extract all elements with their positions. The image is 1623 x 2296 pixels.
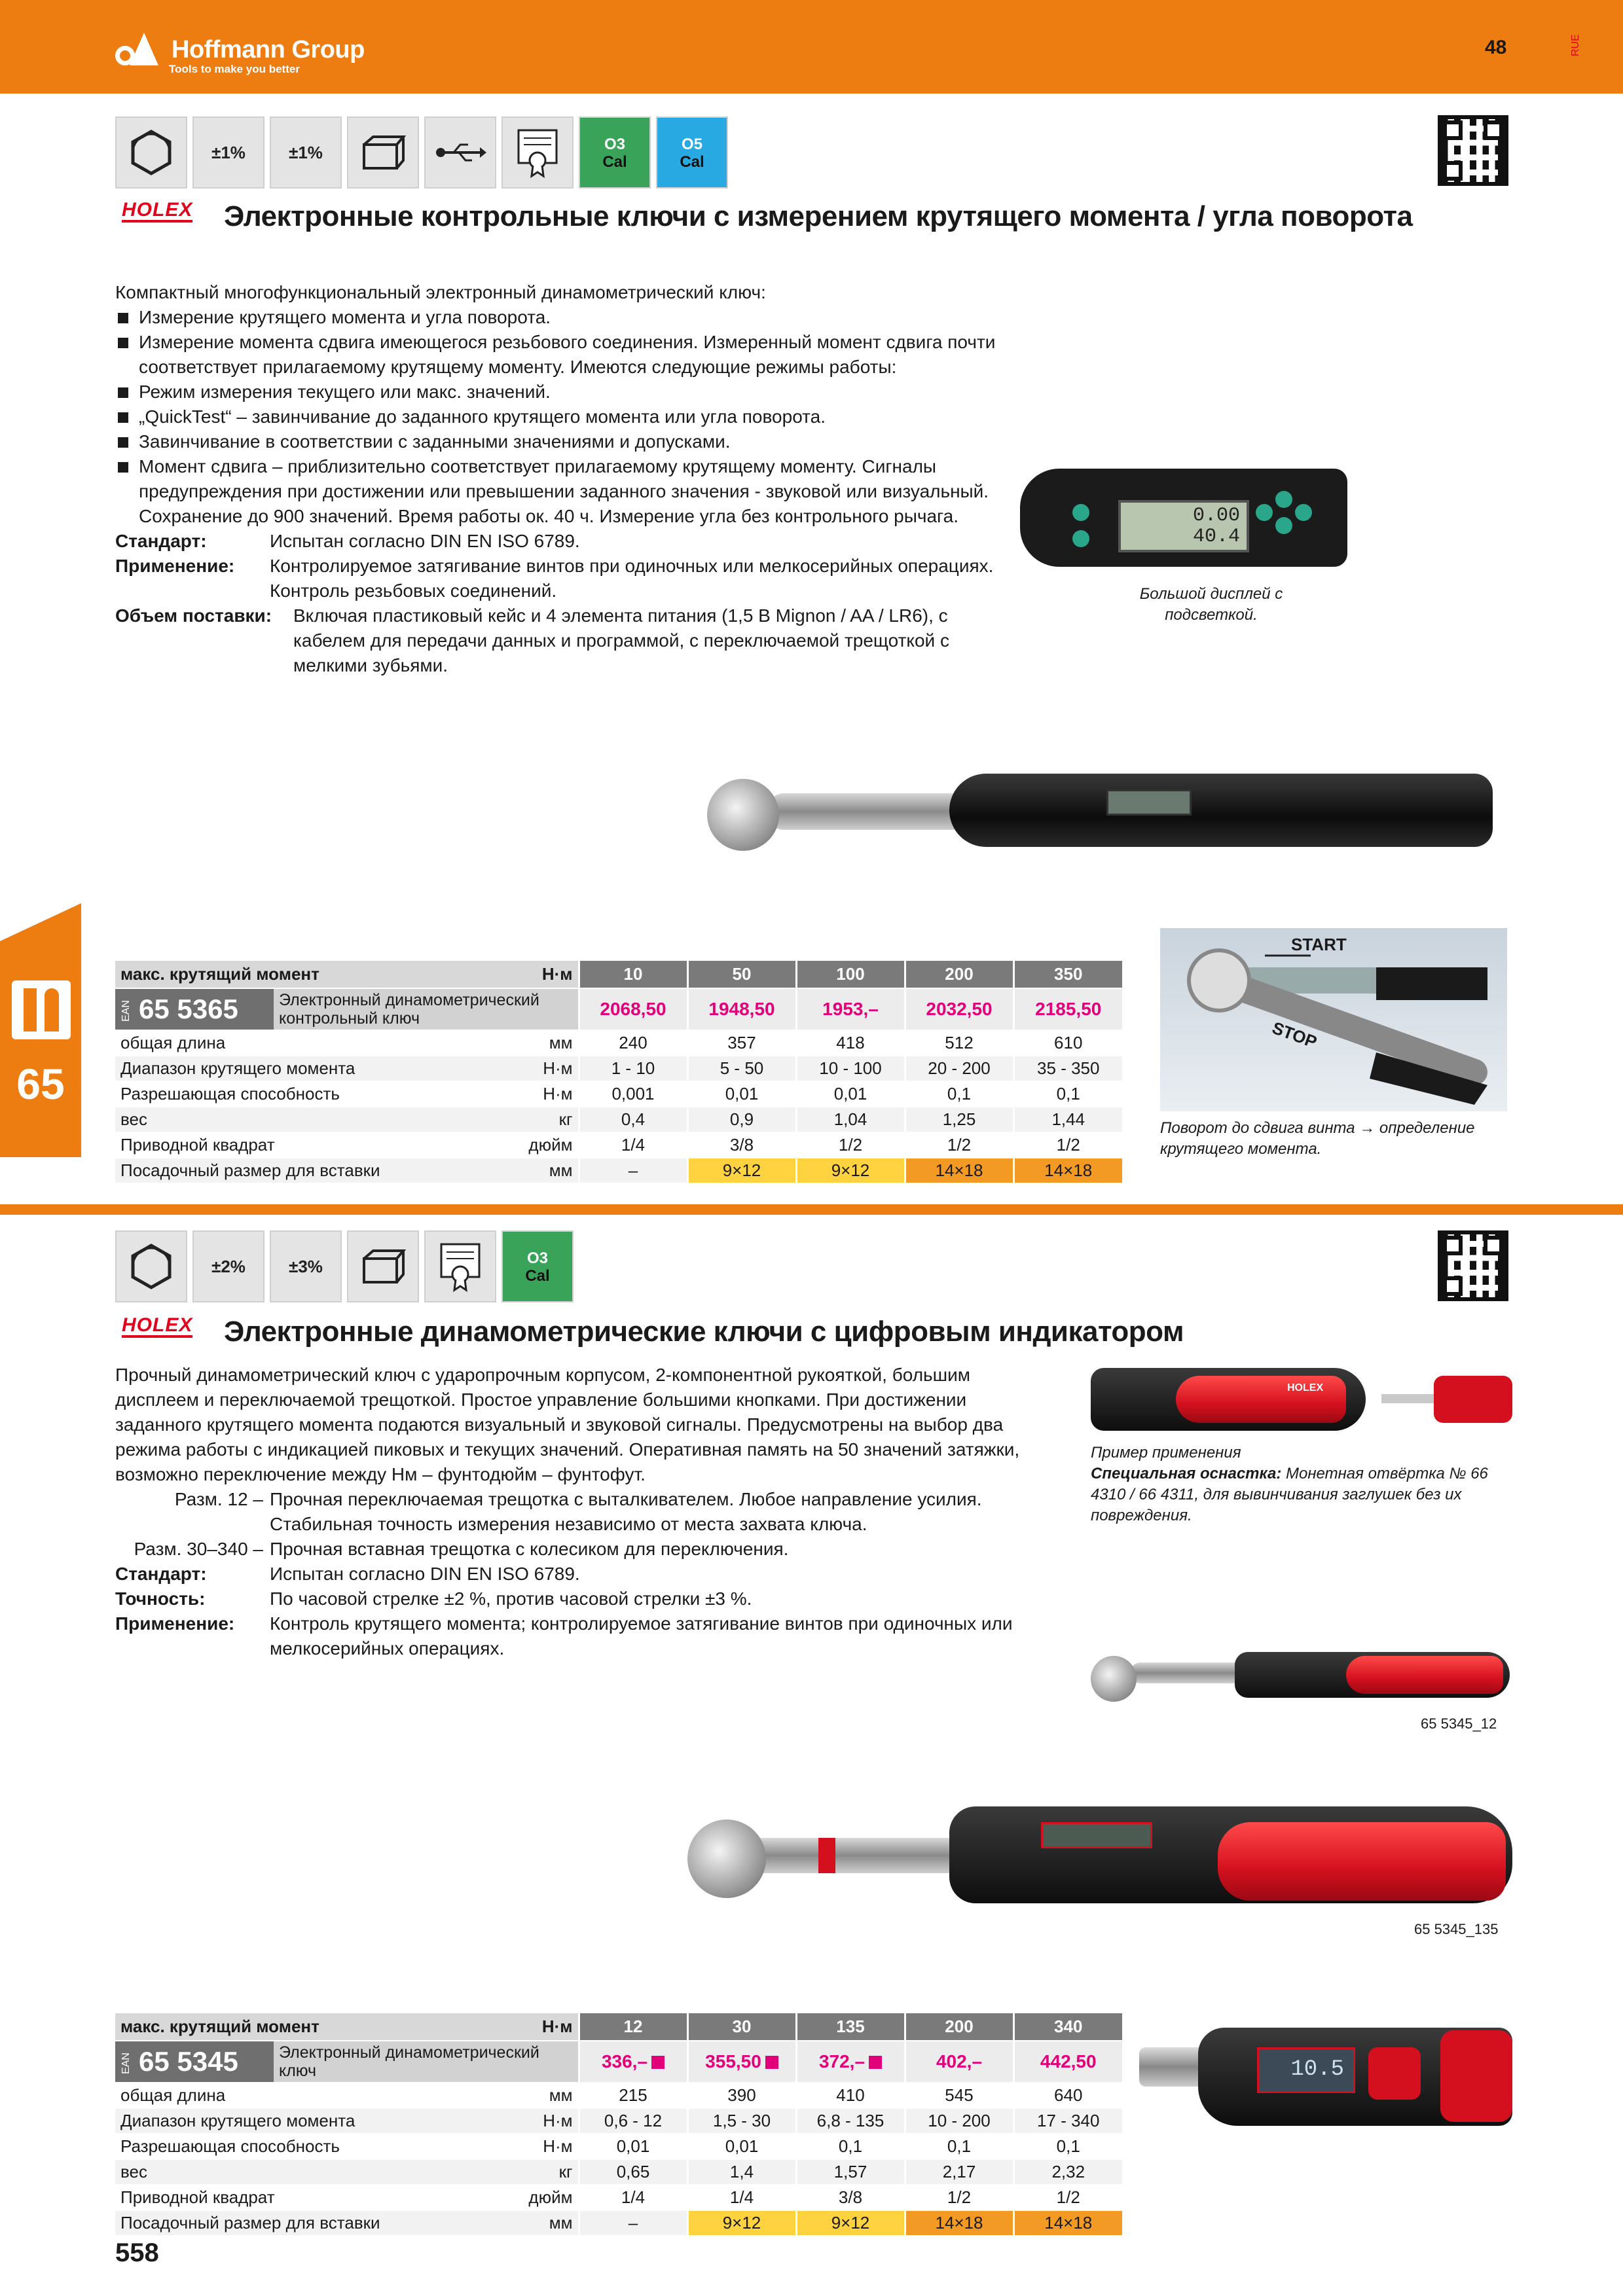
- application-value: Контролируемое затягивание винтов при одиночных или мелкосерийных операциях. Контроль резьбовых соединений.: [270, 556, 994, 601]
- header-label: макс. крутящий момент: [115, 2013, 477, 2041]
- tagline: Tools to make you better: [169, 63, 300, 75]
- product-code[interactable]: [115, 988, 274, 1030]
- display-button: [1275, 491, 1292, 508]
- row-value: 0,1: [905, 1081, 1013, 1107]
- size12-label: Разм. 12 –: [174, 1489, 263, 1509]
- row-value: 35 - 350: [1013, 1056, 1122, 1081]
- code-prefix: EAN: [120, 2053, 132, 2075]
- row-label: Разрешающая способность: [115, 1081, 477, 1107]
- language-code: RUE: [1570, 34, 1581, 56]
- row-value: 1/2: [796, 1132, 905, 1158]
- row-value: 0,1: [796, 2134, 905, 2159]
- column-header: 30: [687, 2013, 796, 2041]
- certificate-icon: [501, 117, 574, 188]
- row-label: Посадочный размер для вставки: [115, 1158, 477, 1183]
- tool-category-icon: [12, 980, 71, 1039]
- qr-code-2[interactable]: [1438, 1230, 1508, 1301]
- row-value: 14×18: [1013, 2210, 1122, 2236]
- column-header: 10: [579, 961, 687, 988]
- row-value: 0,65: [579, 2159, 687, 2185]
- price-value: 442,50: [1040, 2051, 1097, 2072]
- display-button: [1072, 530, 1089, 547]
- row-value: –: [579, 1158, 687, 1183]
- display-closeup-photo: [1139, 2021, 1512, 2132]
- row-value: –: [579, 2210, 687, 2236]
- caption-bold: Специальная оснастка:: [1091, 1465, 1282, 1482]
- column-header: 135: [796, 2013, 905, 2041]
- row-label: вес: [115, 2159, 477, 2185]
- standard-label: Стандарт:: [115, 1564, 207, 1584]
- row-value: 0,1: [1013, 1081, 1122, 1107]
- bullet-item: Измерение момента сдвига имеющегося резьбового соединения. Измеренный момент сдвига почти соответствует прилагаемому крутящему моменту. Имеются следующие режимы работы:: [115, 330, 1006, 380]
- row-unit: мм: [477, 1030, 579, 1056]
- chapter-number: 65: [16, 1060, 65, 1108]
- bullet-item: Завинчивание в соответствии с заданными значениями и допусками.: [115, 429, 1006, 454]
- display-photo: [1020, 469, 1347, 567]
- bullet-item: Режим измерения текущего или макс. значений.: [115, 380, 1006, 404]
- row-value: 2,32: [1013, 2159, 1122, 2185]
- row-value: 9×12: [796, 2210, 905, 2236]
- accuracy-row: [115, 1587, 1025, 1611]
- table-row: [115, 2083, 1122, 2108]
- price[interactable]: 2185,50: [1013, 988, 1122, 1030]
- row-unit: Н·м: [477, 1081, 579, 1107]
- row-unit: дюйм: [477, 2185, 579, 2210]
- stop-label: STOP: [1269, 1017, 1320, 1052]
- row-unit: Н·м: [477, 1056, 579, 1081]
- case-icon: [347, 117, 419, 188]
- angle-accuracy-icon: [270, 117, 342, 188]
- price[interactable]: 1953,–: [796, 988, 905, 1030]
- angle-accuracy-label: ±1%: [289, 142, 323, 162]
- row-value: 14×18: [905, 2210, 1013, 2236]
- row-value: 9×12: [687, 1158, 796, 1183]
- row-value: 240: [579, 1030, 687, 1056]
- standard-row: [115, 529, 1006, 554]
- size30-row: [115, 1537, 1025, 1562]
- size12-row: [115, 1487, 1025, 1537]
- row-value: 390: [687, 2083, 796, 2108]
- row-value: 215: [579, 2083, 687, 2108]
- row-value: 0,9: [687, 1107, 796, 1132]
- row-value: 1,04: [796, 1107, 905, 1132]
- row-value: 1/2: [1013, 1132, 1122, 1158]
- bullet-item: Момент сдвига – приблизительно соответствует прилагаемому крутящему моменту. Сигналы предупреждения при достижении или превышении заданного значения - звуковой или визуальный. Сохранение до 900 значений. Время работы ок. 40 ч. Измерение угла без контрольного рычага.: [115, 454, 1006, 529]
- standard-row: [115, 1562, 1025, 1587]
- calibration-o5-label: O5: [681, 135, 702, 154]
- header-unit: Н·м: [477, 2013, 579, 2041]
- price-value: 402,–: [936, 2051, 983, 2072]
- row-value: 14×18: [905, 1158, 1013, 1183]
- product-title-1: Электронные контрольные ключи с измерением крутящего момента / угла поворота: [224, 200, 1413, 232]
- row-unit: Н·м: [477, 2108, 579, 2134]
- column-header: 350: [1013, 961, 1122, 988]
- row-value: 2,17: [905, 2159, 1013, 2185]
- intro-text: Компактный многофункциональный электронный динамометрический ключ:: [115, 282, 766, 302]
- row-value: 1,44: [1013, 1107, 1122, 1132]
- header-label: макс. крутящий момент: [115, 961, 477, 988]
- row-value: 10 - 200: [905, 2108, 1013, 2134]
- page-number-top: 48: [1485, 37, 1507, 58]
- product-description: Электронный динамометрический ключ: [274, 2041, 579, 2083]
- accuracy-ccw-icon: ±3%: [270, 1230, 342, 1302]
- row-value: 9×12: [796, 1158, 905, 1183]
- hoffmann-logo-icon: [115, 33, 164, 67]
- row-value: 10 - 100: [796, 1056, 905, 1081]
- row-label: Диапазон крутящего момента: [115, 1056, 477, 1081]
- price[interactable]: [905, 2041, 1013, 2083]
- price[interactable]: [579, 2041, 687, 2083]
- application-row: [115, 554, 1006, 603]
- row-value: 418: [796, 1030, 905, 1056]
- row-value: 6,8 - 135: [796, 2108, 905, 2134]
- torque-wrench-photo-12: [1091, 1641, 1510, 1707]
- hexagon-drive-icon: [115, 1230, 187, 1302]
- certificate-icon: [424, 1230, 496, 1302]
- table-row: [115, 1158, 1122, 1183]
- hexagon-drive-icon: [115, 117, 187, 188]
- price-value: 355,50: [705, 2051, 761, 2072]
- row-label: Разрешающая способность: [115, 2134, 477, 2159]
- price[interactable]: 2032,50: [905, 988, 1013, 1030]
- standard-value: Испытан согласно DIN EN ISO 6789.: [270, 531, 580, 551]
- application-example-caption: [1091, 1443, 1497, 1526]
- row-label: общая длина: [115, 2083, 477, 2108]
- row-unit: дюйм: [477, 1132, 579, 1158]
- lcd-line: 40.4: [1192, 526, 1240, 548]
- row-value: 1 - 10: [579, 1056, 687, 1081]
- product-description: Электронный динамометрический контрольный ключ: [274, 988, 579, 1030]
- display-button: [1275, 517, 1292, 534]
- row-unit: Н·м: [477, 2134, 579, 2159]
- standard-label: Стандарт:: [115, 531, 207, 551]
- torque-wrench-photo-135: [687, 1793, 1512, 1918]
- accuracy-cw-icon: ±2%: [192, 1230, 264, 1302]
- display-button: [1072, 504, 1089, 521]
- row-value: 1/4: [687, 2185, 796, 2210]
- torque-wrench-photo-1: [701, 759, 1512, 864]
- bullet-item: Измерение крутящего момента и угла поворота.: [115, 305, 1006, 330]
- product-row[interactable]: [115, 2041, 1122, 2083]
- display-button: [1295, 504, 1312, 521]
- description-1: [115, 280, 1006, 678]
- delivery-value: Включая пластиковый кейс и 4 элемента питания (1,5 В Mignon / AA / LR6), с кабелем для передачи данных и программой, с переключаемой трещоткой с мелкими зубьями.: [293, 605, 949, 675]
- row-value: 545: [905, 2083, 1013, 2108]
- application-label: Применение:: [115, 1613, 235, 1634]
- holex-brand-logo: HOLEX: [122, 1314, 192, 1338]
- section-divider: [0, 1204, 1623, 1215]
- code-prefix: EAN: [120, 1000, 132, 1022]
- table-row: [115, 2134, 1122, 2159]
- row-label: общая длина: [115, 1030, 477, 1056]
- price[interactable]: [1013, 2041, 1122, 2083]
- column-header: 12: [579, 2013, 687, 2041]
- row-value: 1,4: [687, 2159, 796, 2185]
- row-value: 3/8: [796, 2185, 905, 2210]
- row-value: 610: [1013, 1030, 1122, 1056]
- table-row: [115, 2108, 1122, 2134]
- calibration-cal-label: Cal: [525, 1266, 550, 1285]
- row-value: 1,25: [905, 1107, 1013, 1132]
- row-label: вес: [115, 1107, 477, 1132]
- coin-screwdriver-photo: [1381, 1372, 1512, 1427]
- usb-icon: [424, 117, 496, 188]
- caption-line: Пример применения: [1091, 1444, 1241, 1462]
- row-value: 357: [687, 1030, 796, 1056]
- row-value: 0,6 - 12: [579, 2108, 687, 2134]
- price[interactable]: 1948,50: [687, 988, 796, 1030]
- accuracy-icon: ±1%: [192, 117, 264, 188]
- calibration-o3-icon: [579, 117, 651, 188]
- row-label: Приводной квадрат: [115, 1132, 477, 1158]
- lcd-line: 0.00: [1192, 505, 1240, 527]
- lcd-display-2: 10.5: [1257, 2047, 1355, 2093]
- application-value: Контроль крутящего момента; контролируемое затягивание винтов при одиночных или мелкосерийных операциях.: [270, 1613, 1013, 1659]
- row-value: 1/2: [905, 2185, 1013, 2210]
- delivery-label: Объем поставки:: [115, 605, 272, 626]
- stock-marker-icon: [765, 2056, 778, 2069]
- spec-table-2: [115, 2013, 1122, 2236]
- row-unit: мм: [477, 2210, 579, 2236]
- standard-value: Испытан согласно DIN EN ISO 6789.: [270, 1564, 580, 1584]
- column-header: 100: [796, 961, 905, 988]
- price-value: 336,–: [601, 2051, 648, 2072]
- row-value: 1,5 - 30: [687, 2108, 796, 2134]
- control-buttons: [1368, 2047, 1421, 2100]
- table-row: [115, 1081, 1122, 1107]
- row-value: 0,1: [905, 2134, 1013, 2159]
- calibration-o3-label: O3: [526, 1249, 548, 1268]
- row-value: 640: [1013, 2083, 1122, 2108]
- application-row: [115, 1611, 1025, 1661]
- page-number-bottom: 558: [115, 2238, 159, 2267]
- price[interactable]: [687, 2041, 796, 2083]
- calibration-cal-label: Cal: [602, 152, 627, 171]
- display-caption: Большой дисплей с подсветкой.: [1139, 585, 1283, 624]
- price-value: 372,–: [818, 2051, 866, 2072]
- stock-marker-icon: [869, 2056, 882, 2069]
- row-value: 512: [905, 1030, 1013, 1056]
- row-value: 1/2: [1013, 2185, 1122, 2210]
- header-unit: Н·м: [477, 961, 579, 988]
- row-value: 1/4: [579, 2185, 687, 2210]
- delivery-row: [115, 603, 1006, 678]
- row-value: 5 - 50: [687, 1056, 796, 1081]
- row-label: Посадочный размер для вставки: [115, 2210, 477, 2236]
- column-header: 200: [905, 2013, 1013, 2041]
- spec-table-1: [115, 961, 1122, 1184]
- stock-marker-icon: [651, 2056, 665, 2069]
- price[interactable]: [796, 2041, 905, 2083]
- table-row: [115, 1056, 1122, 1081]
- row-label: Приводной квадрат: [115, 2185, 477, 2210]
- row-unit: кг: [477, 2159, 579, 2185]
- lcd-display: [1118, 500, 1249, 552]
- calibration-o5-icon: [656, 117, 728, 188]
- table-row: [115, 2159, 1122, 2185]
- row-value: 0,01: [579, 2134, 687, 2159]
- row-unit: мм: [477, 2083, 579, 2108]
- product-title-2: Электронные динамометрические ключи с цифровым индикатором: [224, 1316, 1184, 1348]
- brand-name: Hoffmann Group: [172, 35, 365, 63]
- column-header: 340: [1013, 2013, 1122, 2041]
- caption-line: Монетная отвёртка № 66 4310 / 66 4311, для вывинчивания заглушек без их повреждения.: [1091, 1465, 1488, 1524]
- description-2: [115, 1363, 1025, 1661]
- row-value: 0,01: [687, 2134, 796, 2159]
- row-value: 1/2: [905, 1132, 1013, 1158]
- intro-text: Прочный динамометрический ключ с ударопрочным корпусом, 2-компонентной рукояткой, большим дисплеем и переключаемой трещоткой. Простое управление большими кнопками. При достижении заданного крутящего момента подаются визуальный и звуковой сигналы. Предусмотрены на выбор два режима работы с индикацией пиковых и текущих значений. Оперативная память на 50 значений затяжки, возможно переключение между Нм – фунтодюйм – фунтофут.: [115, 1365, 1020, 1484]
- code-number: 65 5365: [139, 994, 238, 1024]
- table-row: [115, 1030, 1122, 1056]
- row-value: 1,57: [796, 2159, 905, 2185]
- accuracy-value: По часовой стрелке ±2 %, против часовой стрелки ±3 %.: [270, 1588, 752, 1609]
- qr-code-1[interactable]: [1438, 115, 1508, 186]
- calibration-cal-label: Cal: [680, 152, 704, 171]
- size30-label: Разм. 30–340 –: [134, 1539, 263, 1559]
- row-value: 3/8: [687, 1132, 796, 1158]
- row-value: 410: [796, 2083, 905, 2108]
- row-value: 20 - 200: [905, 1056, 1013, 1081]
- size12-value: Прочная переключаемая трещотка с выталкивателем. Любое направление усилия. Стабильная точность измерения независимо от места захвата ключа.: [270, 1489, 982, 1534]
- table-row: [115, 1132, 1122, 1158]
- row-value: 0,01: [796, 1081, 905, 1107]
- code-number: 65 5345: [139, 2046, 238, 2077]
- product-row[interactable]: [115, 988, 1122, 1030]
- table-row: [115, 2185, 1122, 2210]
- price[interactable]: 2068,50: [579, 988, 687, 1030]
- column-header: 50: [687, 961, 796, 988]
- start-stop-caption: Поворот до сдвига винта → определение крутящего момента.: [1160, 1119, 1475, 1158]
- row-value: 0,001: [579, 1081, 687, 1107]
- row-value: 14×18: [1013, 1158, 1122, 1183]
- product-code[interactable]: [115, 2041, 274, 2083]
- row-value: 0,1: [1013, 2134, 1122, 2159]
- start-label: START: [1291, 935, 1347, 954]
- table-header-row: [115, 2013, 1122, 2041]
- calibration-o3-label: O3: [604, 135, 625, 154]
- table-row: [115, 1107, 1122, 1132]
- grip-brand: HOLEX: [1287, 1382, 1324, 1393]
- bullet-item: „QuickTest“ – завинчивание до заданного крутящего момента или угла поворота.: [115, 404, 1006, 429]
- size30-value: Прочная вставная трещотка с колесиком для переключения.: [270, 1539, 789, 1559]
- start-stop-diagram: [1160, 928, 1507, 1111]
- display-button: [1256, 504, 1273, 521]
- row-unit: кг: [477, 1107, 579, 1132]
- row-label: Диапазон крутящего момента: [115, 2108, 477, 2134]
- holex-brand-logo: HOLEX: [122, 199, 192, 223]
- grip-photo: [1091, 1368, 1366, 1431]
- row-value: 9×12: [687, 2210, 796, 2236]
- row-value: 0,4: [579, 1107, 687, 1132]
- row-value: 0,01: [687, 1081, 796, 1107]
- image-label-135: 65 5345_135: [1414, 1921, 1499, 1937]
- column-header: 200: [905, 961, 1013, 988]
- table-row: [115, 2210, 1122, 2236]
- row-value: 17 - 340: [1013, 2108, 1122, 2134]
- accuracy-label: Точность:: [115, 1588, 206, 1609]
- row-unit: мм: [477, 1158, 579, 1183]
- feature-icons-2: [115, 1230, 574, 1302]
- table-header-row: [115, 961, 1122, 988]
- case-icon: [347, 1230, 419, 1302]
- image-label-12: 65 5345_12: [1421, 1715, 1497, 1732]
- chapter-tab: [0, 941, 81, 1157]
- application-label: Применение:: [115, 556, 235, 576]
- row-value: 1/4: [579, 1132, 687, 1158]
- calibration-o3-icon: [501, 1230, 574, 1302]
- feature-icons-1: [115, 117, 728, 188]
